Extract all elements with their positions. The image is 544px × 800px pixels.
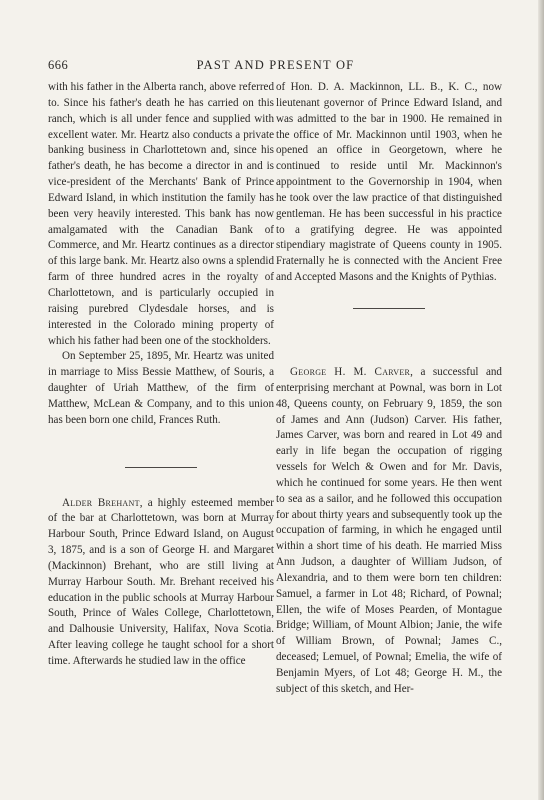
page-header xyxy=(48,58,503,74)
paragraph-heartz-marriage: On September 25, 1895, Mr. Heartz was united in marriage to Miss Bessie Matthew, of Souris, a daughter of Uriah Matthew, of the firm of Matthew, McLean & Company, and to this union has been born one child, Frances Ruth. xyxy=(48,350,274,426)
page-number: 666 xyxy=(48,58,69,72)
right-column xyxy=(276,80,502,698)
left-column xyxy=(48,80,274,670)
spacer xyxy=(276,309,502,365)
paragraph-carver xyxy=(276,365,502,698)
spacer xyxy=(276,286,502,308)
paragraph-brehant-continued: of Hon. D. A. Mackinnon, LL. B., K. C., now lieutenant governor of Prince Edward Island, and was admitted to the bar in 1900. He remained in the office of Mr. Mackinnon until 1903, when he opened an office in Georgetown, where he continued to reside until Mr. Mackinnon's appointment to the Governorship in 1904, when he took over the law practice of that distinguished gentleman. He has been successful in his practice to a gratifying degree. He was appointed stipendiary magistrate of Queens county in 1905. Fraternally he is connected with the Ancient Free and Accepted Masons and the Knights of Pythias. xyxy=(276,81,502,284)
paragraph-brehant xyxy=(48,496,274,670)
biography-text: , a highly esteemed member of the bar at Charlottetown, was born at Murray Harbour South, Prince Edward Island, on August 3, 1875, and is a son of George H. and Margaret (Mackinnon) Brehant, who are still living at Murray Harbour South. Mr. Brehant received his education in the public schools at Murray Harbour South, Prince of Wales College, Charlottetown, and Dalhousie University, Halifax, Nova Scotia. After leaving college he taught school for a short time. Afterwards he studied law in the office xyxy=(48,496,274,667)
paragraph-heartz-continued: with his father in the Alberta ranch, above referred to. Since his father's death he has carried on this ranch, which is all under fence and supplied with excellent water. Mr. Heartz also conducts a private banking business in Charlottetown and, since his father's death, he has become a director in and is vice-president of the Merchants' Bank of Prince Edward Island, in which institution the family has been very heavily interested. This bank has now amalgamated with the Canadian Bank of Commerce, and Mr. Heartz continues as a director of this large bank. Mr. Heartz also owns a splendid farm of three hundred acres in the royalty of Charlottetown, and is particularly occupied in raising purebred Clydesdale horses, and is interested in the Colorado mining property of which his father had been one of the stockholders. xyxy=(48,81,274,347)
running-title: PAST AND PRESENT OF xyxy=(196,58,355,72)
spacer xyxy=(48,468,274,496)
page-edge-shadow xyxy=(538,0,544,800)
spacer xyxy=(48,429,274,467)
biography-text: , a successful and enterprising merchant at Pownal, was born in Lot 48, Queens county, on February 9, 1859, the son of James and Ann (Judson) Carver. His father, James Carver, was born and reared in Lot 49 and early in life began the occupation of rigging vessels for Welch & Owen and for Mr. Davis, which he continued for some years. He then went to sea as a sailor, and he followed this occupation for about thirty years and subsequently took up the occupation of farming, in which he engaged until within a short time of his death. He married Miss Ann Judson, a daughter of William Judson, of Alexandria, and to them were born ten children: Samuel, a farmer in Lot 48; Richard, of Pownal; Ellen, the wife of Moses Pearden, of Montague Bridge; William, of Mount Albion; Janie, the wife of William Brown, of Pownal; James C., deceased; Lemuel, of Pownal; Emelia, the wife of Benjamin Myers, of Lot 48; George H. M., the subject of this sketch, and Her- xyxy=(276,365,502,695)
biography-name: Alder Brehant xyxy=(62,496,140,509)
biography-name: George H. M. Carver xyxy=(290,365,411,378)
